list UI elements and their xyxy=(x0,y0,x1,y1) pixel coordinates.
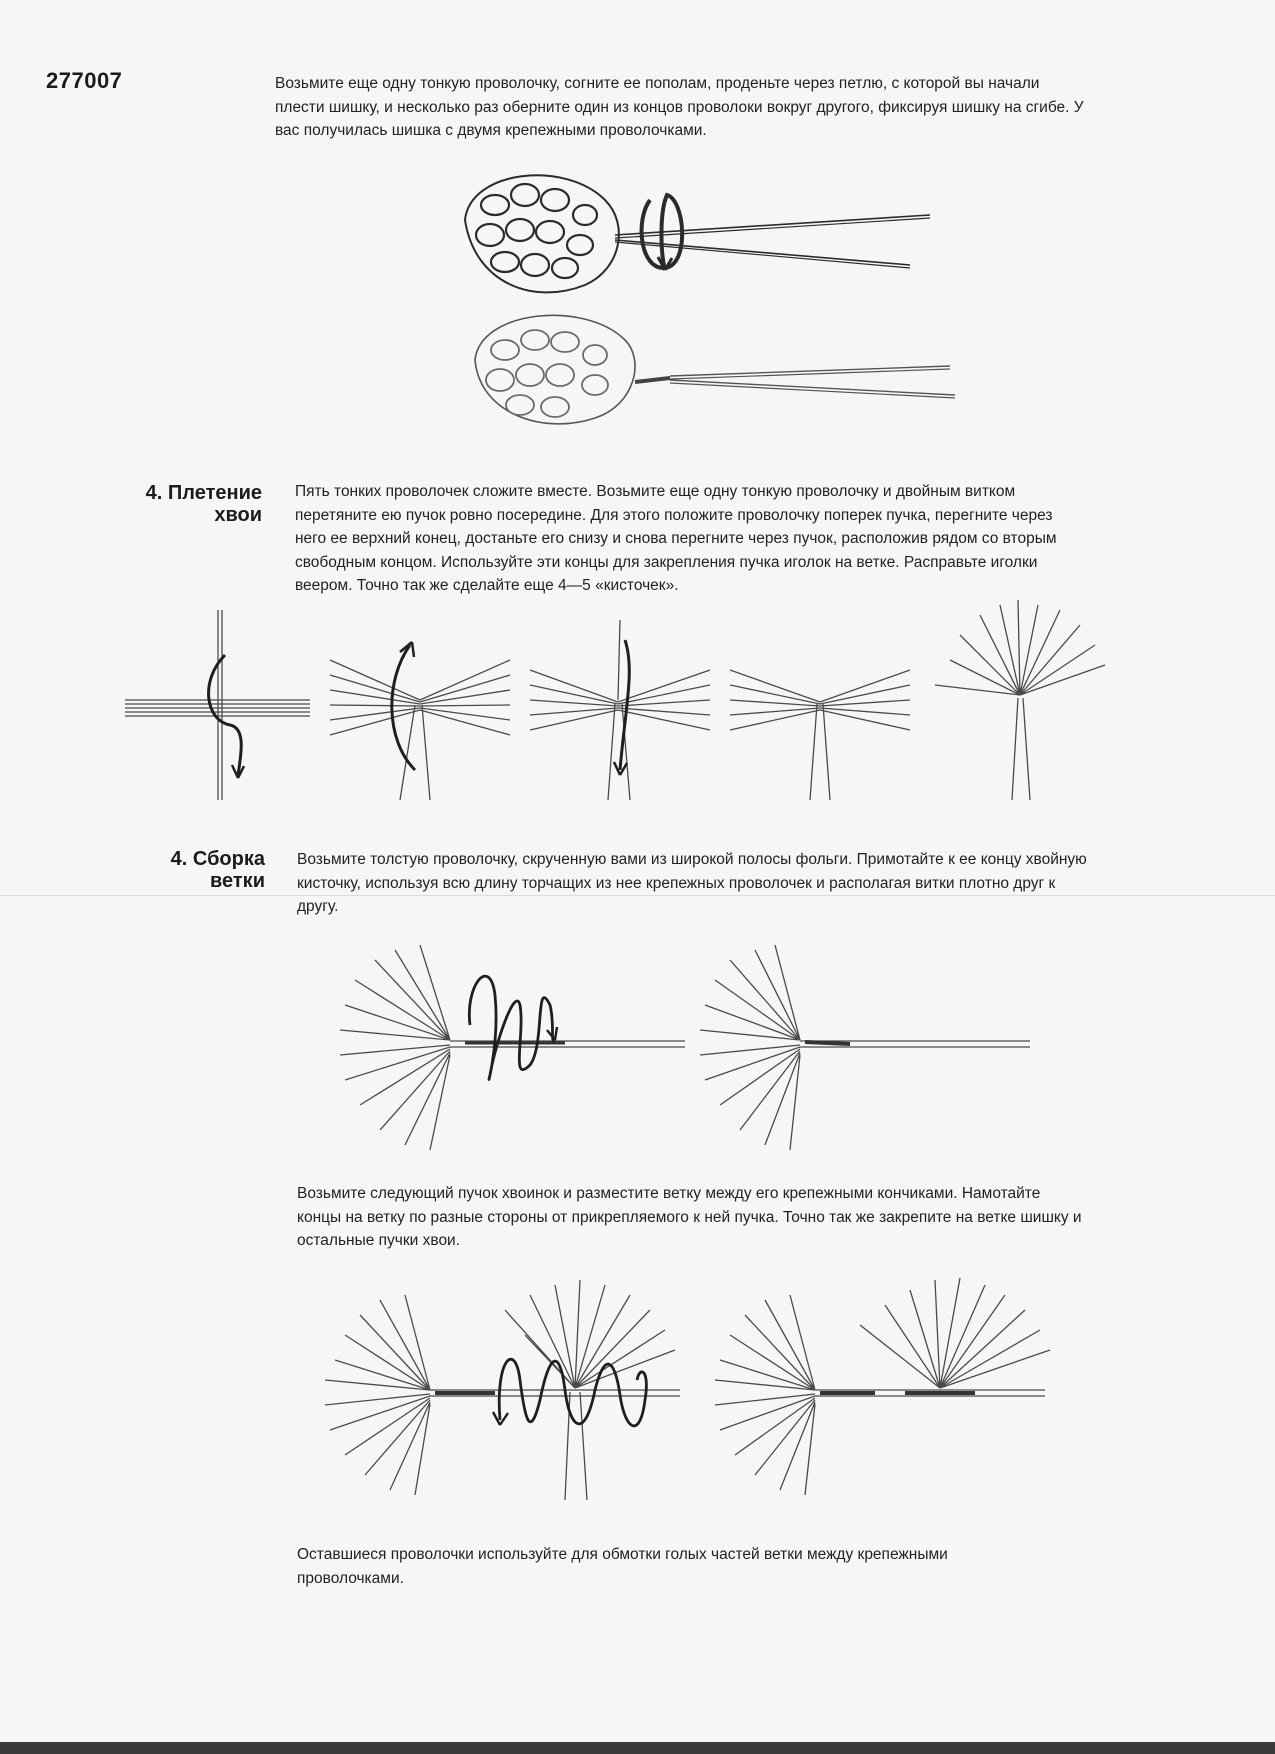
heading-line: 4. Сборка xyxy=(170,848,265,870)
needles-paragraph: Пять тонких проволочек сложите вместе. Возьмите еще одну тонкую проволочку и двойным витком перетяните ею пучок ровно посередине. Для этого положите проволочку поперек пучка, перегните через него ее верхний конец, достаньте его снизу и снова перегните через пучок, расположив рядом со вторым свободным концом. Используйте эти концы для закрепления пучка иголок на ветке. Расправьте иголки веером. Точно так же сделайте еще 4—5 «кисточек». xyxy=(295,483,1057,594)
bundle-with-spiral xyxy=(340,945,685,1150)
branch-with-spirals xyxy=(325,1280,680,1500)
first-bundle-attach-illustration xyxy=(335,945,1055,1155)
section-heading-branch xyxy=(120,848,265,892)
step-3 xyxy=(530,620,710,800)
section-heading-needles xyxy=(120,482,262,526)
second-bundle-attach-illustration xyxy=(325,1270,1065,1510)
heading-line: хвои xyxy=(214,504,262,526)
step-1 xyxy=(125,610,310,800)
bundle-wound xyxy=(700,945,1030,1150)
step-2 xyxy=(330,642,510,800)
branch-finished xyxy=(715,1278,1050,1495)
scan-bottom-edge xyxy=(0,1742,1275,1754)
page-fold-line xyxy=(0,895,1275,896)
needle-bundle-steps-illustration xyxy=(120,600,1120,810)
step-5 xyxy=(935,600,1105,800)
heading-line: 4. Плетение xyxy=(145,482,262,504)
branch-paragraph: Возьмите толстую проволочку, скрученную вами из широкой полосы фольги. Примотайте к ее концу хвойную кисточку, используя всю длину торчащих из нее крепежных проволочек и располагая витки плотно друг к другу. xyxy=(297,851,1087,915)
branch-paragraph-3: Оставшиеся проволочки используйте для обмотки голых частей ветки между крепежными проволочками. xyxy=(297,1546,948,1587)
branch-paragraph-2: Возьмите следующий пучок хвоинок и разместите ветку между его крепежными кончиками. Намотайте концы на ветку по разные стороны от прикрепляемого к ней пучка. Точно так же закрепите на ветке шишку и остальные пучки хвои. xyxy=(297,1185,1082,1249)
intro-paragraph: Возьмите еще одну тонкую проволочку, согните ее пополам, проденьте через петлю, с которой вы начали плести шишку, и несколько раз оберните один из концов проволоки вокруг другого, фиксируя шишку на сгибе. У вас получилась шишка с двумя крепежными проволочками. xyxy=(275,75,1084,139)
step-4 xyxy=(730,670,910,800)
heading-line: ветки xyxy=(210,870,265,892)
pine-cone-illustration xyxy=(455,160,975,450)
document-code: 277007 xyxy=(46,68,123,93)
